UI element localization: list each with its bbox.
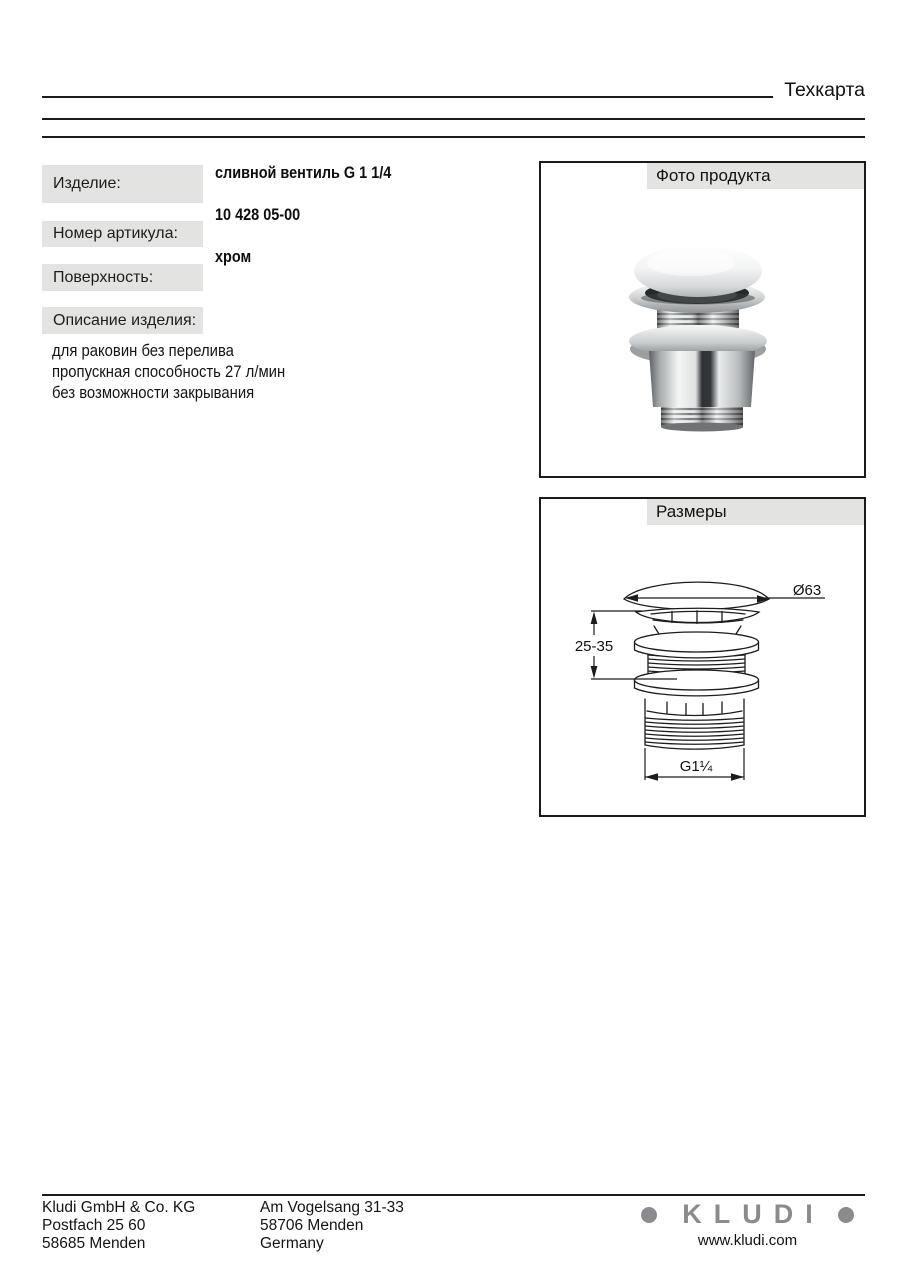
field-label-article-number: Номер артикула: [42,221,203,247]
footer-line: Germany [260,1235,324,1252]
dim-label-height: 25-35 [574,638,614,655]
field-value-surface: хром [215,247,252,266]
field-value-product: сливной вентиль G 1 1/4 [215,163,392,182]
dim-label-diameter: Ø63 [792,582,822,599]
product-photo-image [541,163,864,476]
footer-street-address [260,1199,404,1253]
header-rule-1 [42,118,865,120]
footer-line: 58706 Menden [260,1217,364,1234]
logo-right-dot-icon [838,1207,854,1223]
field-label-description: Описание изделия: [42,307,203,334]
footer-rule [42,1194,865,1196]
product-photo-panel [539,161,866,478]
field-value-article-number: 10 428 05-00 [215,205,301,224]
logo-left-dot-icon [641,1207,657,1223]
footer-line: Kludi GmbH & Co. KG [42,1199,196,1216]
dimension-drawing [541,499,864,815]
header-rule-2 [42,136,865,138]
dimensions-panel-title: Размеры [647,499,864,525]
footer-line: Am Vogelsang 31-33 [260,1199,404,1216]
description-line: для раковин без перелива [52,342,234,360]
page-title: Техкарта [784,79,865,101]
footer-company-address [42,1199,195,1253]
dim-label-thread: G1¼ [679,758,713,775]
logo-wordmark: KLUDI [682,1199,825,1229]
description-line: без возможности закрывания [52,384,255,402]
dimensions-panel [539,497,866,817]
photo-panel-title: Фото продукта [647,163,864,189]
kludi-logo [641,1201,854,1228]
footer-line: Postfach 25 60 [42,1217,146,1234]
product-description [52,341,285,404]
description-line: пропускная способность 27 л/мин [52,363,286,381]
website-url: www.kludi.com [697,1232,798,1249]
title-underline [42,96,773,98]
field-label-surface: Поверхность: [42,264,203,291]
field-label-product: Изделие: [42,165,203,203]
footer-line: 58685 Menden [42,1235,146,1252]
